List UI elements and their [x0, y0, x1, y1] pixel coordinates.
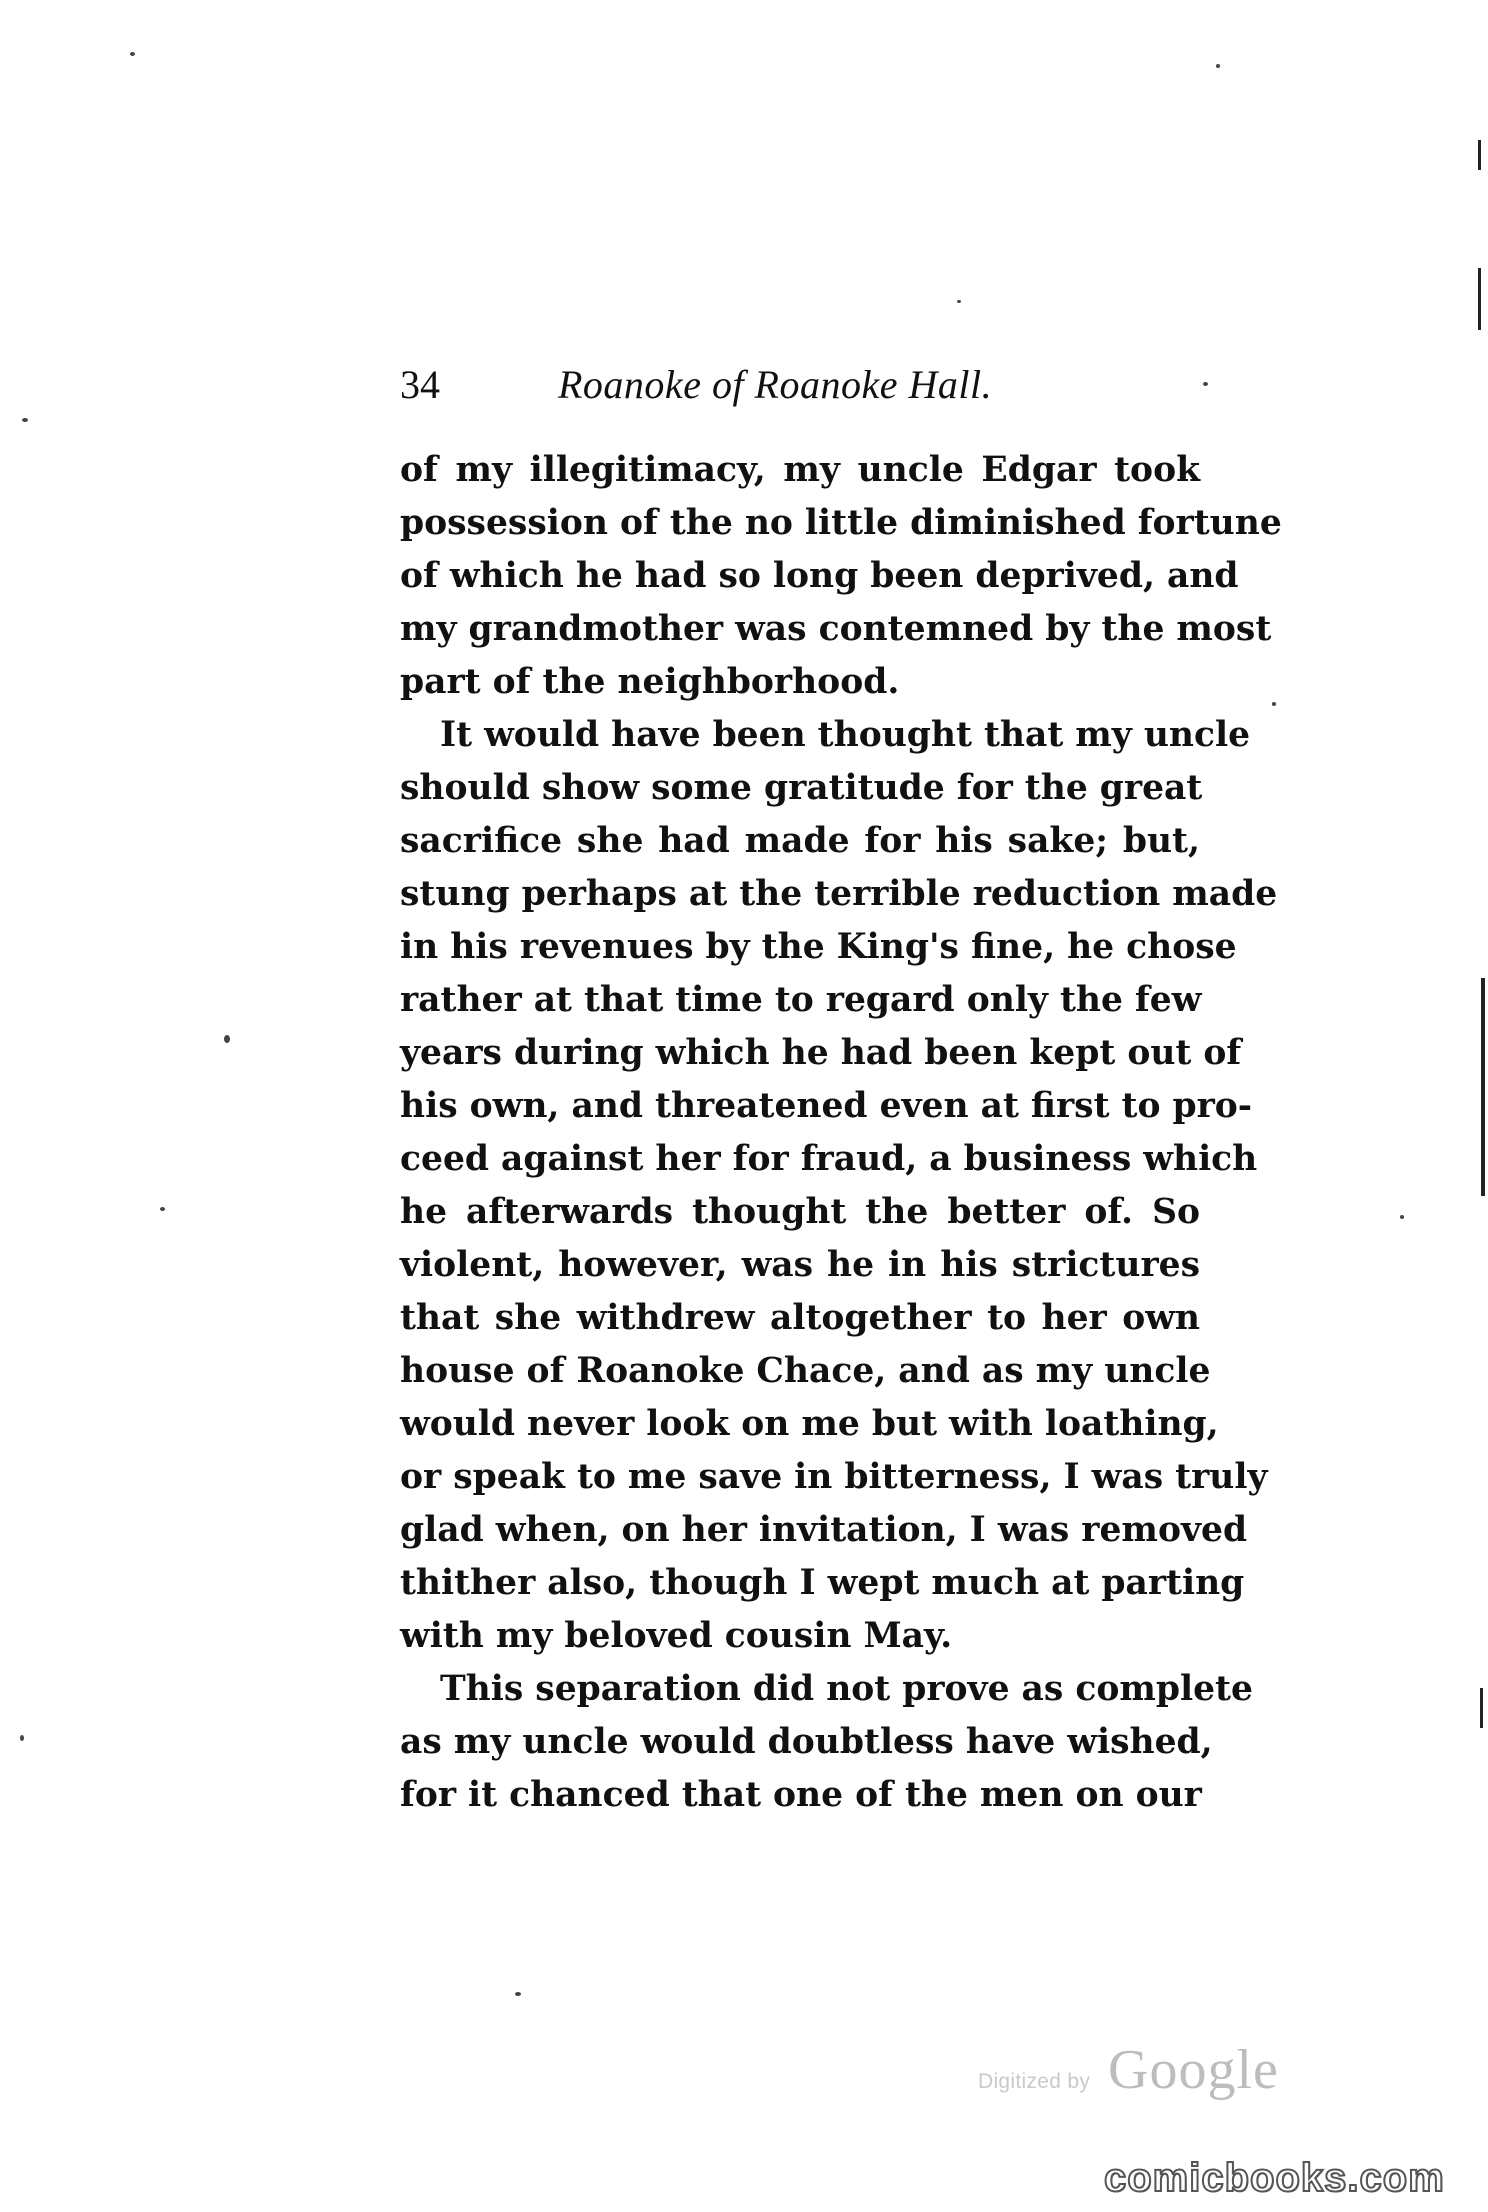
text-line: in his revenues by the King's fine, he chose [400, 927, 1237, 967]
text-line: for it chanced that one of the men on our [400, 1775, 1202, 1815]
page-number: 34 [400, 362, 440, 407]
scan-speck [20, 1735, 24, 1741]
scan-edge-mark [1478, 140, 1481, 170]
text-line: as my uncle would doubtless have wished, [400, 1722, 1213, 1762]
text-line: glad when, on her invitation, I was removed [400, 1510, 1248, 1550]
text-line: violent, however, was he in his strictures [400, 1245, 1200, 1285]
text-line: with my beloved cousin May. [400, 1616, 953, 1656]
site-stamp: comicbooks.com [1104, 2156, 1445, 2200]
scan-speck [160, 1207, 165, 1211]
scan-speck [1400, 1215, 1404, 1219]
running-head [400, 355, 1200, 415]
scan-edge-mark [1478, 268, 1481, 330]
text-line: thither also, though I wept much at parting [400, 1563, 1245, 1603]
text-line: house of Roanoke Chace, and as my uncle [400, 1351, 1211, 1391]
text-line: rather at that time to regard only the few [400, 980, 1202, 1020]
text-line: should show some gratitude for the great [400, 768, 1203, 808]
text-line: years during which he had been kept out of [400, 1033, 1242, 1073]
scan-speck [515, 1992, 521, 1996]
text-line: of my illegitimacy, my uncle Edgar took [400, 450, 1200, 490]
text-line: stung perhaps at the terrible reduction made [400, 874, 1278, 914]
scan-speck [224, 1035, 230, 1043]
text-line: sacrifice she had made for his sake; but, [400, 821, 1200, 861]
text-line: ceed against her for fraud, a business which [400, 1139, 1258, 1179]
text-line: This separation did not prove as complete [440, 1669, 1253, 1709]
text-line: possession of the no little diminished fortune [400, 503, 1282, 543]
digitized-watermark [978, 2040, 1308, 2100]
scan-speck [130, 52, 135, 56]
scan-speck [1272, 702, 1276, 706]
scan-speck [1203, 382, 1208, 386]
google-logo: Google [1108, 2039, 1279, 2101]
scan-speck [1216, 64, 1220, 68]
text-line: would never look on me but with loathing, [400, 1404, 1219, 1444]
text-line: his own, and threatened even at first to pro- [400, 1086, 1253, 1126]
scan-edge-mark [1481, 978, 1485, 1196]
watermark-prefix: Digitized by [978, 2070, 1091, 2093]
body-text [400, 444, 1282, 1822]
text-line: part of the neighborhood. [400, 662, 900, 702]
text-line: It would have been thought that my uncle [440, 715, 1251, 755]
scan-speck [22, 418, 28, 422]
text-line: that she withdrew altogether to her own [400, 1298, 1200, 1338]
text-line: or speak to me save in bitterness, I was truly [400, 1457, 1268, 1497]
text-line: he afterwards thought the better of. So [400, 1192, 1200, 1232]
text-line: of which he had so long been deprived, and [400, 556, 1239, 596]
paragraph [400, 444, 1282, 709]
paragraph [400, 1663, 1253, 1822]
scan-speck [957, 300, 961, 303]
paragraph [400, 709, 1278, 1663]
scan-edge-mark [1480, 1688, 1483, 1728]
text-line: my grandmother was contemned by the most [400, 609, 1272, 649]
book-title: Roanoke of Roanoke Hall. [558, 362, 993, 407]
